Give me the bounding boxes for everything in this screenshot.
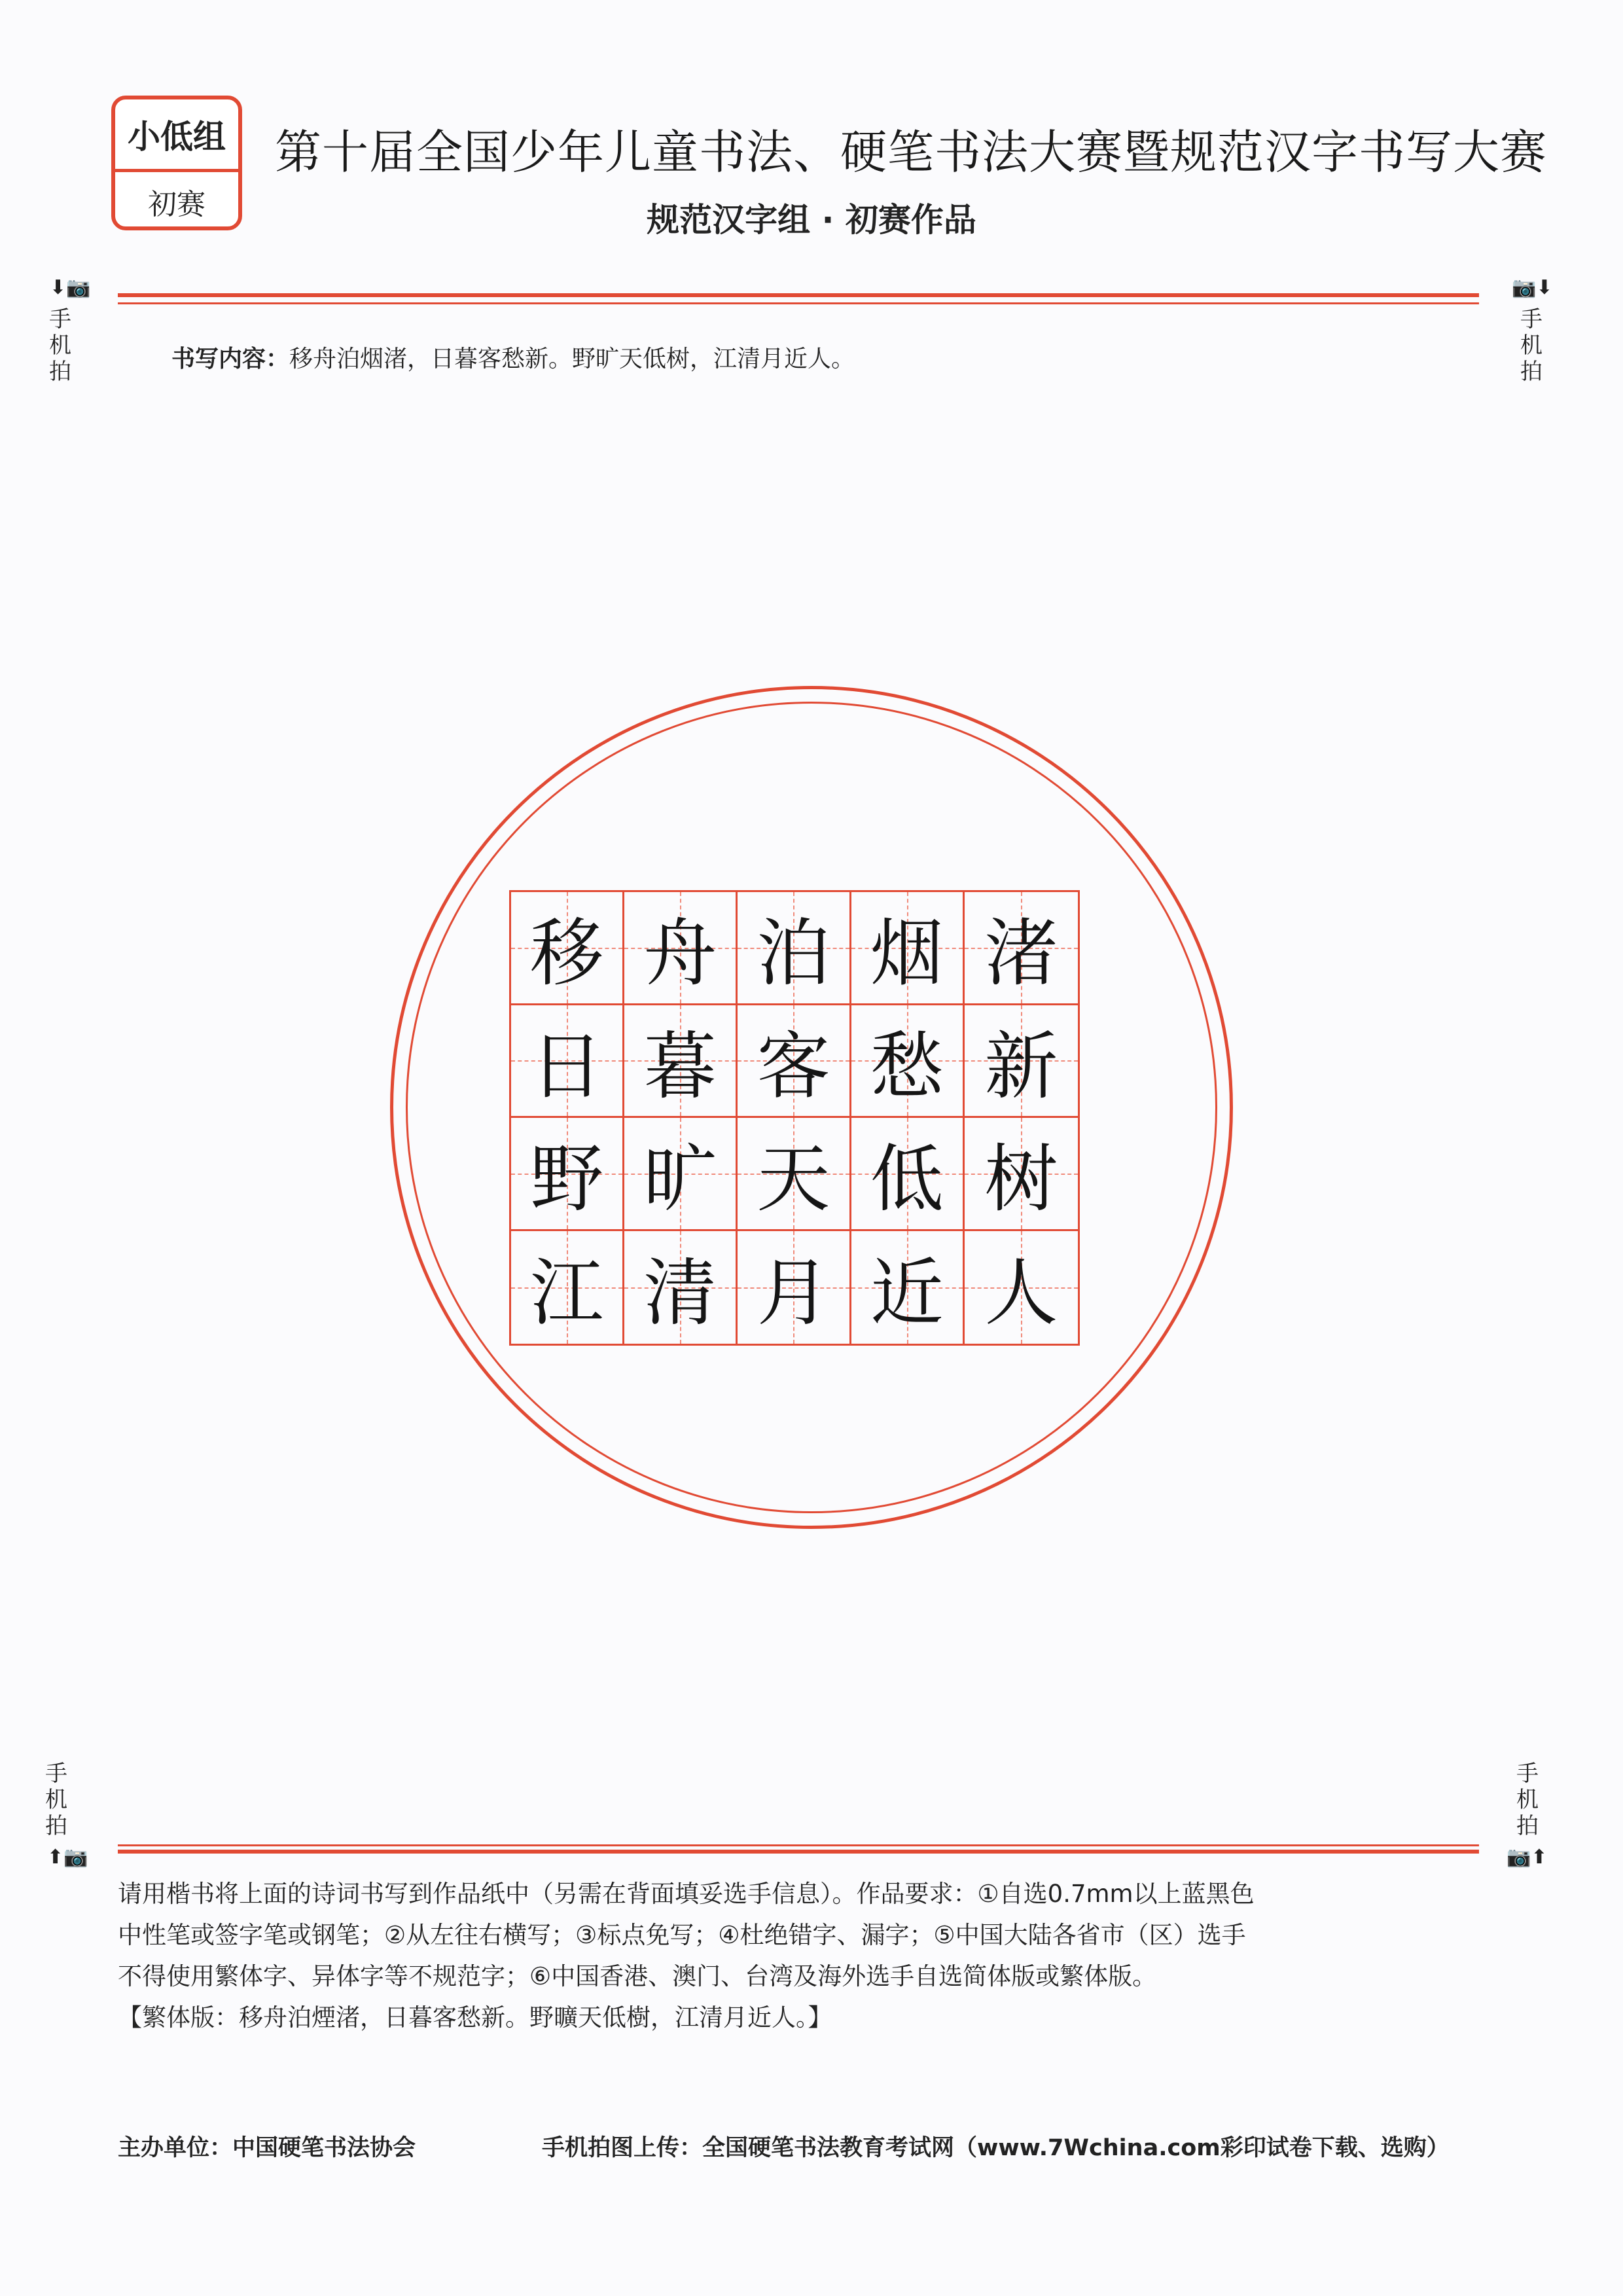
writing-content-text: 移舟泊烟渚，日暮客愁新。野旷天低树，江清月近人。 xyxy=(289,346,855,372)
requirements-text: 请用楷书将上面的诗词书写到作品纸中（另需在背面填妥选手信息）。作品要求：①自选0.7mm以上蓝黑色 中性笔或签字笔或钢笔；②从左往右横写；③标点免写；④杜绝错字、漏字；⑤中国大陆各省市（区）选手 不得使用繁体字、异体字等不规范字；⑥中国香港、澳门、台湾及海外选手自选简体版或繁体版。 【繁体版：移舟泊煙渚，日暮客愁新。野曠天低樹，江清月近人。】 xyxy=(118,1873,1492,2038)
traditional-version: 【繁体版：移舟泊煙渚，日暮客愁新。野曠天低樹，江清月近人。】 xyxy=(118,2003,832,2032)
grid-cell: 天 xyxy=(738,1118,851,1231)
photo-mark-top-left: ⬇📷 手 机 拍 xyxy=(49,276,91,385)
badge-group-label: 小低组 xyxy=(115,99,238,172)
organizer: 主办单位：中国硬笔书法协会 xyxy=(118,2135,416,2161)
writing-content xyxy=(171,340,855,374)
grid-cell: 旷 xyxy=(624,1118,738,1231)
grid-cell: 低 xyxy=(851,1118,965,1231)
grid-cell: 清 xyxy=(624,1231,738,1344)
grid-cell: 舟 xyxy=(624,892,738,1005)
grid-cell: 渚 xyxy=(965,892,1078,1005)
grid-cell: 移 xyxy=(511,892,624,1005)
camera-icon: ⬆📷 xyxy=(47,1846,88,1869)
photo-mark-bottom-right: 手 机 拍 📷⬆ xyxy=(1513,1761,1542,1871)
grid-cell: 愁 xyxy=(851,1005,965,1119)
photo-mark-top-right: 📷⬇ 手 机 拍 xyxy=(1512,276,1553,385)
grid-cell: 月 xyxy=(738,1231,851,1344)
grid-cell: 人 xyxy=(965,1231,1078,1344)
grid-cell: 新 xyxy=(965,1005,1078,1119)
writing-content-label: 书写内容： xyxy=(171,346,290,372)
page-title: 第十届全国少年儿童书法、硬笔书法大赛暨规范汉字书写大赛 xyxy=(275,125,1548,179)
camera-icon: 📷⬆ xyxy=(1507,1846,1548,1869)
grid-cell: 日 xyxy=(511,1005,624,1119)
grid-cell: 近 xyxy=(851,1231,965,1344)
photo-mark-bottom-left: 手 机 拍 ⬆📷 xyxy=(42,1761,71,1871)
badge-stage-label: 初赛 xyxy=(148,188,205,221)
upload-info: 手机拍图上传：全国硬笔书法教育考试网（www.7Wchina.com彩印试卷下载、选购） xyxy=(542,2135,1450,2161)
grid-cell: 野 xyxy=(511,1118,624,1231)
grid-cell: 客 xyxy=(738,1005,851,1119)
grid-cell: 烟 xyxy=(851,892,965,1005)
camera-icon: 📷⬇ xyxy=(1512,276,1553,299)
grid-cell: 暮 xyxy=(624,1005,738,1119)
camera-icon: ⬇📷 xyxy=(50,276,91,299)
grid-cell: 泊 xyxy=(738,892,851,1005)
grid-cell: 树 xyxy=(965,1118,1078,1231)
page-subtitle: 规范汉字组 · 初赛作品 xyxy=(647,201,976,239)
grid-cell: 江 xyxy=(511,1231,624,1344)
writing-grid xyxy=(509,890,1080,1346)
